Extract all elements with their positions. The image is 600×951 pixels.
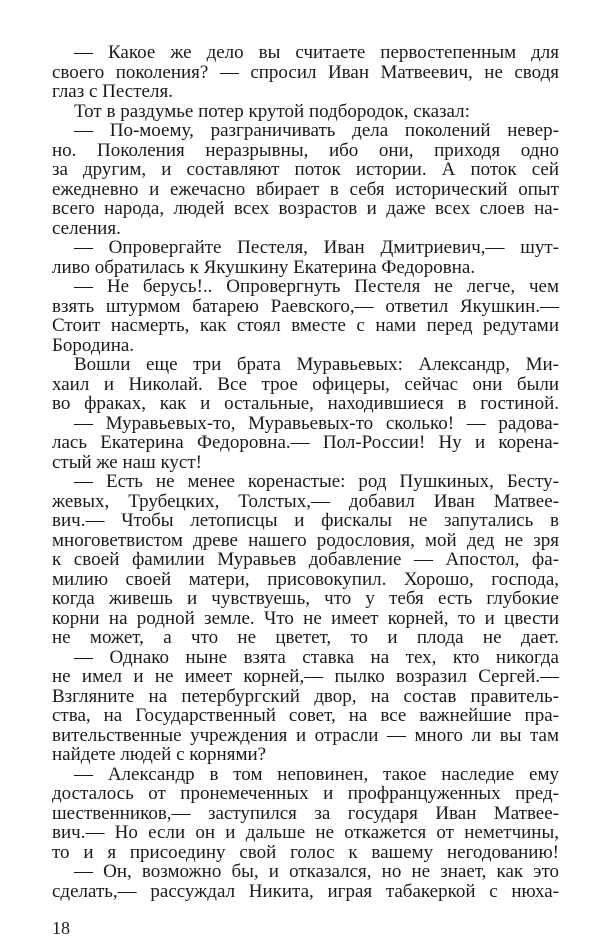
text-line: вич.— Но если он и дальше не откажется от неметчины, [52,822,559,843]
text-line: то и я присоедину свой голос к вашему негодованию! [52,841,559,863]
text-line: не имел и не имеет корней,— пылко возразил Сергей.— [52,666,559,687]
text-line: во фраках, как и остальные, находившиеся в гостиной. [52,393,559,414]
text-line: своего поколения? — спросил Иван Матвеевич, не сводя [52,61,559,83]
text-line: — Он, возможно бы, и отказался, но не знает, как это [74,861,559,882]
text-line: — Есть не менее коренастые: род Пушкиных, Бесту- [74,471,559,492]
text-line: шественников,— заступился за государя Иван Матвее- [52,802,559,824]
text-line: найдете людей с корнями? [52,744,267,765]
text-line: милию своей матери, присовокупил. Хорошо, господа, [52,568,559,590]
text-line: Стоит насмерть, как стоял вместе с нами перед редутами [52,315,559,336]
text-line: но. Поколения неразрывны, ибо они, приходя одно [52,139,559,161]
text-line: — Опровергайте Пестеля, Иван Дмитриевич,— шут- [74,237,559,258]
text-line: — Муравьевых-то, Муравьевых-то сколько! — радова- [74,412,559,434]
text-line: ежедневно и ежечасно вбирает в себя исторический опыт [52,178,559,200]
text-line: ства, на Государственный совет, на все важнейшие пра- [52,705,559,726]
text-line: — Александр в том неповинен, такое наследие ему [74,763,559,785]
text-line: за другим, и составляют поток истории. А поток сей [52,159,559,180]
text-line: к своей фамилии Муравьев добавление — Апостол, фа- [52,549,559,570]
text-line: лась Екатерина Федоровна.— Пол-России! Ну и корена- [52,432,559,453]
text-line: Бородина. [52,334,135,356]
text-line: когда живешь и чувствуешь, что у тебя есть глубокие [52,588,559,609]
text-line: глаз с Пестеля. [52,81,173,102]
text-line: многоветвистом древе нашего родословия, мой дед не зря [52,529,559,551]
text-line: — По-моему, разграничивать дела поколений невер- [74,120,559,141]
text-line: хаил и Николай. Все трое офицеры, сейчас они были [52,373,559,395]
text-line: ливо обратилась к Якушкину Екатерина Федоровна. [52,256,476,278]
book-page-text [52,43,559,901]
text-line: — Какое же дело вы считаете первостепенным для [74,42,559,63]
text-line: Вошли еще три брата Муравьевых: Александр, Ми- [74,354,559,375]
text-line: Взгляните на петербургский двор, на состав правитель- [52,685,559,707]
text-line: досталось от пронемеченных и профранцуженных пред- [52,783,559,804]
text-line: сделать,— рассуждал Никита, играя табакеркой с нюха- [52,880,559,902]
text-line: — Однако ныне взята ставка на тех, кто никогда [74,646,559,668]
text-line: селения. [52,217,121,239]
text-line: всего народа, людей всех возрастов и даже всех слоев на- [52,198,559,219]
text-line: стый же наш куст! [52,451,202,473]
text-line: вич.— Чтобы летописцы и фискалы не запутались в [52,510,559,531]
text-line: не может, а что не цветет, то и плода не дает. [52,627,559,648]
text-line: корни на родной земле. Что не имеет корней, то и цвести [52,607,559,629]
text-line: вительственные учреждения и отрасли — много ли вы там [52,724,559,746]
text-line: взять штурмом батарею Раевского,— ответил Якушкин.— [52,295,559,317]
page-number: 18 [52,918,70,938]
text-line: Тот в раздумье потер крутой подбородок, сказал: [74,100,470,122]
text-line: жевых, Трубецких, Толстых,— добавил Иван Матвее- [52,490,559,512]
text-line: — Не берусь!.. Опровергнуть Пестеля не легче, чем [74,276,559,297]
